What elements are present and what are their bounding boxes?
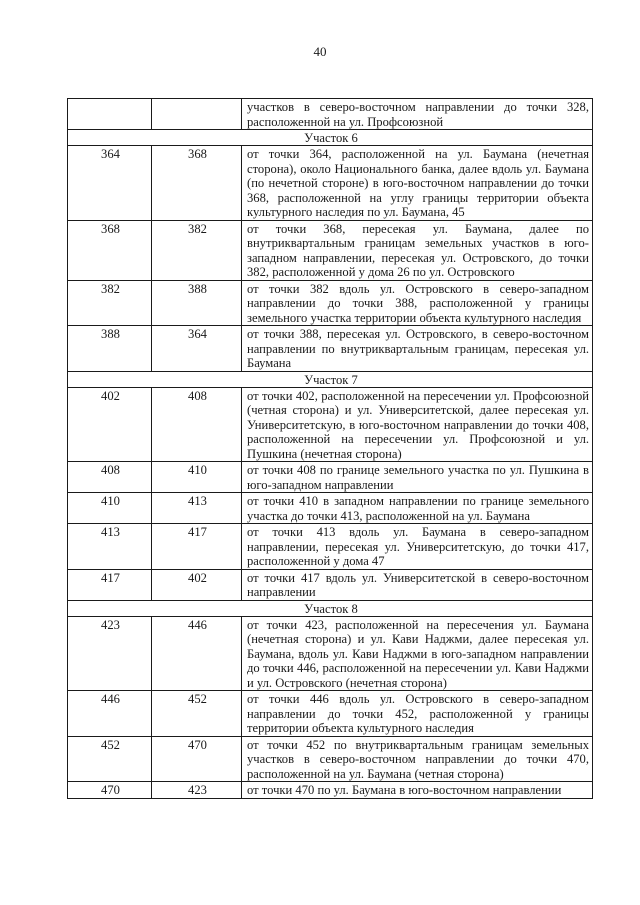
from-point-cell: 368 [68,220,152,280]
boundary-description-cell: от точки 470 по ул. Баумана в юго-восточном направлении [242,782,593,799]
to-point-cell: 368 [152,146,242,221]
boundary-description-cell: от точки 413 вдоль ул. Баумана в северо-западном направлении, пересекая ул. Университетскую, до точки 417, расположенной у дома 47 [242,524,593,570]
page-number: 40 [313,44,327,59]
to-point-cell: 410 [152,462,242,493]
from-point-cell: 446 [68,691,152,737]
table-body [68,99,593,799]
to-point-cell: 364 [152,326,242,372]
table-row [68,280,593,326]
boundary-description-cell: от точки 446 вдоль ул. Островского в северо-западном направлении до точки 452, расположенной у границы территории объекта культурного наследия [242,691,593,737]
table-row [68,524,593,570]
table-row [68,220,593,280]
table-row [68,387,593,462]
to-point-cell: 417 [152,524,242,570]
from-point-cell: 410 [68,493,152,524]
from-point-cell: 423 [68,616,152,691]
boundary-description-cell: от точки 368, пересекая ул. Баумана, далее по внутриквартальным границам земельных участков в юго-западном направлении, пересекая ул. Островского, до точки 382, расположенной у дома 26 по ул. Островского [242,220,593,280]
from-point-cell: 408 [68,462,152,493]
from-point-cell: 402 [68,387,152,462]
from-point-cell: 388 [68,326,152,372]
from-point-cell [68,99,152,130]
table-row [68,616,593,691]
table-row [68,736,593,782]
to-point-cell: 413 [152,493,242,524]
boundary-description-cell: от точки 388, пересекая ул. Островского, в северо-восточном направлении по внутриквартальным границам, пересекая ул. Баумана [242,326,593,372]
from-point-cell: 382 [68,280,152,326]
boundary-description-cell: участков в северо-восточном направлении до точки 328, расположенной на ул. Профсоюзной [242,99,593,130]
to-point-cell: 402 [152,569,242,600]
table-row [68,146,593,221]
boundary-description-cell: от точки 410 в западном направлении по границе земельного участка до точки 413, расположенной на ул. Баумана [242,493,593,524]
table-row [68,493,593,524]
boundary-points-table [67,98,593,799]
table-row [68,691,593,737]
boundary-description-cell: от точки 408 по границе земельного участка по ул. Пушкина в юго-западном направлении [242,462,593,493]
to-point-cell: 382 [152,220,242,280]
boundary-description-cell: от точки 382 вдоль ул. Островского в северо-западном направлении до точки 388, расположенной у границы земельного участка территории объекта культурного наследия [242,280,593,326]
table-row [68,782,593,799]
to-point-cell: 452 [152,691,242,737]
table-row [68,462,593,493]
section-title: Участок 7 [68,371,593,387]
table-row [68,569,593,600]
from-point-cell: 470 [68,782,152,799]
from-point-cell: 452 [68,736,152,782]
boundary-description-cell: от точки 417 вдоль ул. Университетской в северо-восточном направлении [242,569,593,600]
boundary-description-cell: от точки 364, расположенной на ул. Баумана (нечетная сторона), около Национального банка, далее вдоль ул. Баумана (по нечетной стороне) в юго-восточном направлении до точки 368, расположенной на углу границы территории объекта культурного наследия по ул. Баумана, 45 [242,146,593,221]
section-header-row [68,371,593,387]
section-title: Участок 6 [68,130,593,146]
boundary-description-cell: от точки 423, расположенной на пересечения ул. Баумана (нечетная сторона) и ул. Кави Наджми, далее пересекая ул. Баумана, вдоль ул. Кави Наджми в юго-западном направлении до точки 446, расположенной на пересечении ул. Кави Наджми и ул. Островского (нечетная сторона) [242,616,593,691]
to-point-cell: 446 [152,616,242,691]
from-point-cell: 413 [68,524,152,570]
boundary-description-cell: от точки 452 по внутриквартальным границам земельных участков в северо-восточном направлении до точки 470, расположенной на ул. Баумана (четная сторона) [242,736,593,782]
table-row [68,326,593,372]
from-point-cell: 364 [68,146,152,221]
to-point-cell: 388 [152,280,242,326]
table-row [68,99,593,130]
from-point-cell: 417 [68,569,152,600]
section-header-row [68,600,593,616]
to-point-cell: 423 [152,782,242,799]
to-point-cell: 470 [152,736,242,782]
boundary-description-cell: от точки 402, расположенной на пересечении ул. Профсоюзной (четная сторона) и ул. Университетской, далее пересекая ул. Университетскую, в юго-восточном направлении до точки 408, расположенной на пересечении ул. Профсоюзной и ул. Пушкина (нечетная сторона) [242,387,593,462]
to-point-cell [152,99,242,130]
section-title: Участок 8 [68,600,593,616]
to-point-cell: 408 [152,387,242,462]
section-header-row [68,130,593,146]
